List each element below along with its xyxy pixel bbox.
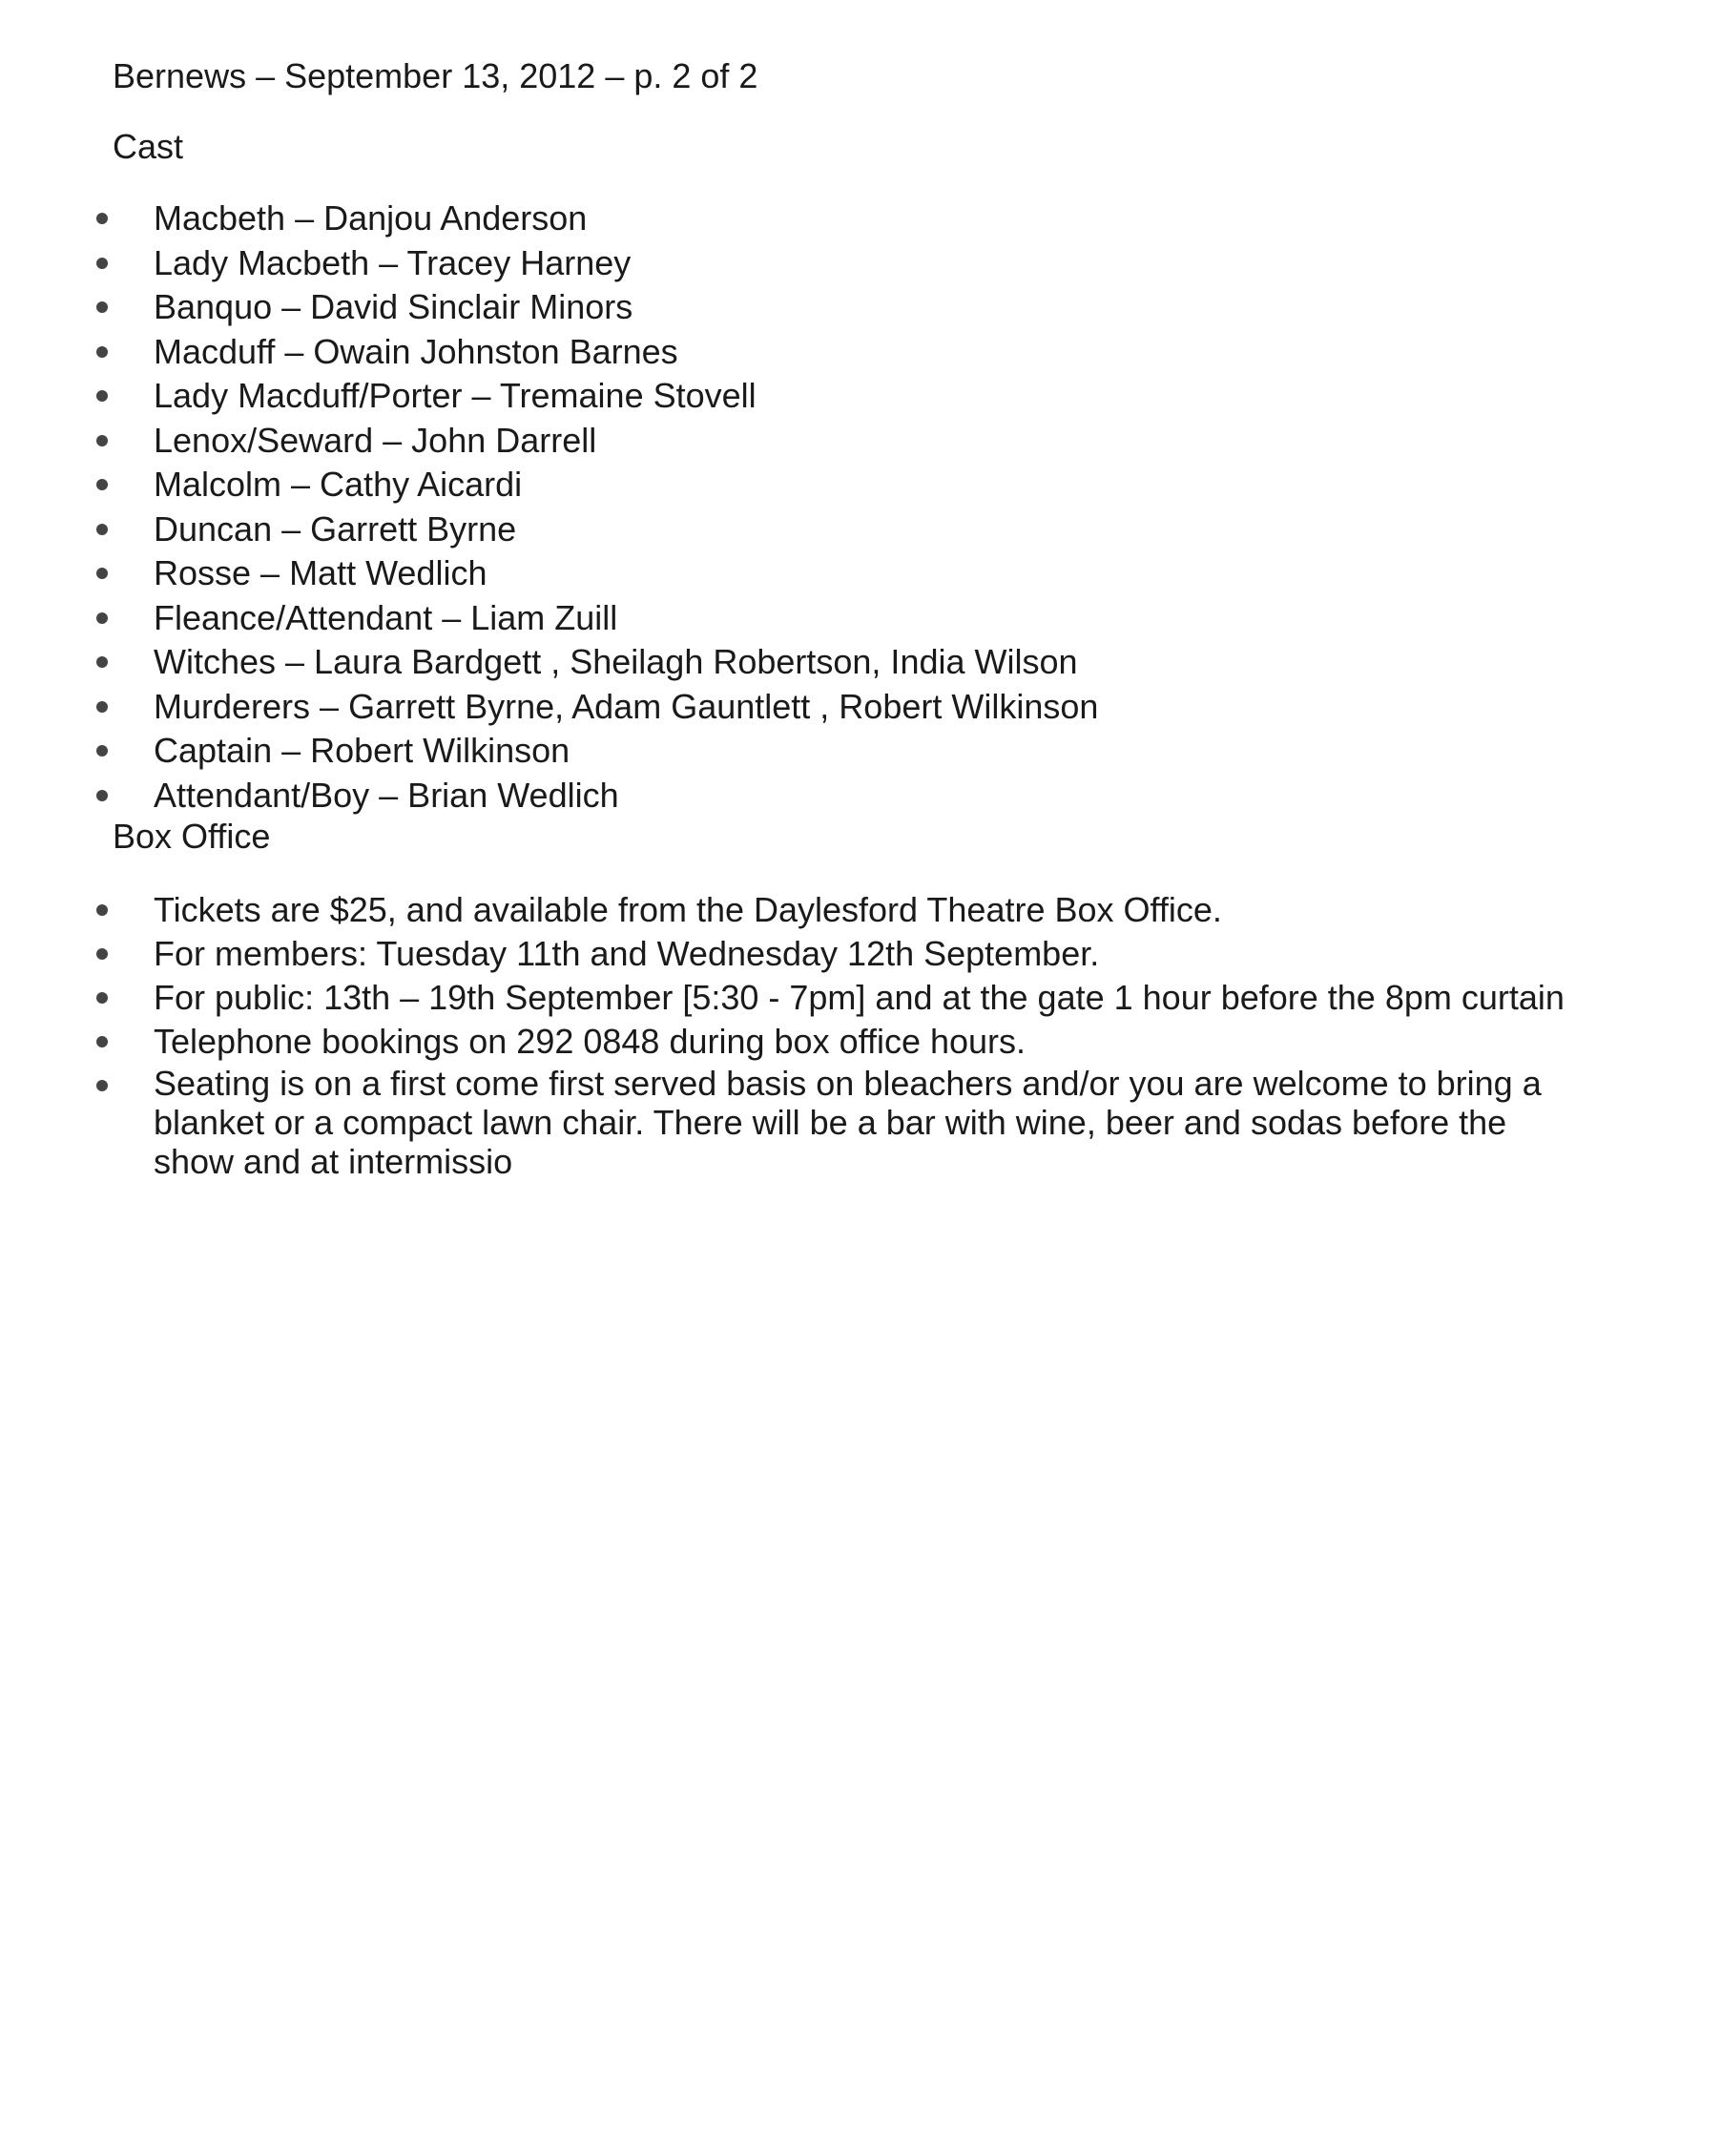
bullet-icon bbox=[96, 524, 108, 535]
list-item bbox=[0, 932, 1594, 976]
list-item-text: For public: 13th – 19th September [5:30 - 7pm] and at the gate 1 hour before the 8pm curtain bbox=[154, 978, 1565, 1017]
bullet-icon bbox=[96, 213, 108, 224]
list-item bbox=[0, 330, 1098, 375]
list-item bbox=[0, 888, 1594, 932]
list-item-text: Witches – Laura Bardgett , Sheilagh Robertson, India Wilson bbox=[154, 642, 1078, 681]
bullet-icon bbox=[96, 390, 108, 402]
list-item-text: Murderers – Garrett Byrne, Adam Gauntlett , Robert Wilkinson bbox=[154, 686, 1099, 726]
box-office-heading: Box Office bbox=[113, 817, 271, 856]
box-office-list bbox=[0, 888, 1594, 1181]
list-item-text: Fleance/Attendant – Liam Zuill bbox=[154, 597, 618, 637]
list-item bbox=[0, 285, 1098, 330]
bullet-icon bbox=[96, 904, 108, 916]
bullet-icon bbox=[96, 479, 108, 490]
list-item-text: Attendant/Boy – Brian Wedlich bbox=[154, 775, 619, 815]
bullet-icon bbox=[96, 701, 108, 713]
list-item-text: Macbeth – Danjou Anderson bbox=[154, 198, 588, 238]
list-item-text: Captain – Robert Wilkinson bbox=[154, 731, 570, 770]
bullet-icon bbox=[96, 1036, 108, 1047]
list-item-text: Rosse – Matt Wedlich bbox=[154, 553, 487, 592]
bullet-icon bbox=[96, 435, 108, 446]
bullet-icon bbox=[96, 258, 108, 269]
list-item-text: For members: Tuesday 11th and Wednesday 12th September. bbox=[154, 934, 1100, 973]
list-item bbox=[0, 463, 1098, 508]
list-item-text: Seating is on a first come first served basis on bleachers and/or you are welcome to bring a blanket or a compact lawn chair. There will be a bar with wine, beer and sodas before the show and at intermissio bbox=[154, 1064, 1542, 1181]
page-header: Bernews – September 13, 2012 – p. 2 of 2 bbox=[113, 56, 758, 95]
list-item-text: Malcolm – Cathy Aicardi bbox=[154, 465, 523, 504]
list-item-text: Macduff – Owain Johnston Barnes bbox=[154, 331, 678, 371]
list-item bbox=[0, 640, 1098, 685]
list-item-text: Lady Macduff/Porter – Tremaine Stovell bbox=[154, 376, 757, 415]
cast-heading: Cast bbox=[113, 127, 184, 166]
list-item bbox=[0, 419, 1098, 464]
bullet-icon bbox=[96, 568, 108, 579]
list-item bbox=[0, 1020, 1594, 1064]
bullet-icon bbox=[96, 745, 108, 757]
list-item-text: Lenox/Seward – John Darrell bbox=[154, 420, 597, 460]
list-item bbox=[0, 729, 1098, 774]
bullet-icon bbox=[96, 612, 108, 624]
list-item-text: Lady Macbeth – Tracey Harney bbox=[154, 242, 632, 282]
list-item bbox=[0, 197, 1098, 241]
list-item bbox=[0, 596, 1098, 641]
bullet-icon bbox=[96, 656, 108, 668]
bullet-icon bbox=[96, 301, 108, 313]
bullet-icon bbox=[96, 948, 108, 960]
cast-list bbox=[0, 197, 1098, 818]
list-item bbox=[0, 774, 1098, 819]
bullet-icon bbox=[96, 1080, 108, 1091]
bullet-icon bbox=[96, 346, 108, 358]
list-item-text: Tickets are $25, and available from the Daylesford Theatre Box Office. bbox=[154, 890, 1222, 929]
list-item bbox=[0, 685, 1098, 730]
list-item bbox=[0, 241, 1098, 286]
list-item bbox=[0, 551, 1098, 596]
bullet-icon bbox=[96, 992, 108, 1004]
list-item-text: Banquo – David Sinclair Minors bbox=[154, 287, 633, 326]
list-item bbox=[0, 374, 1098, 419]
list-item bbox=[0, 1064, 1594, 1181]
list-item bbox=[0, 976, 1594, 1020]
list-item-text: Duncan – Garrett Byrne bbox=[154, 508, 517, 549]
list-item bbox=[0, 508, 1098, 552]
list-item-text: Telephone bookings on 292 0848 during box office hours. bbox=[154, 1022, 1026, 1061]
bullet-icon bbox=[96, 790, 108, 801]
